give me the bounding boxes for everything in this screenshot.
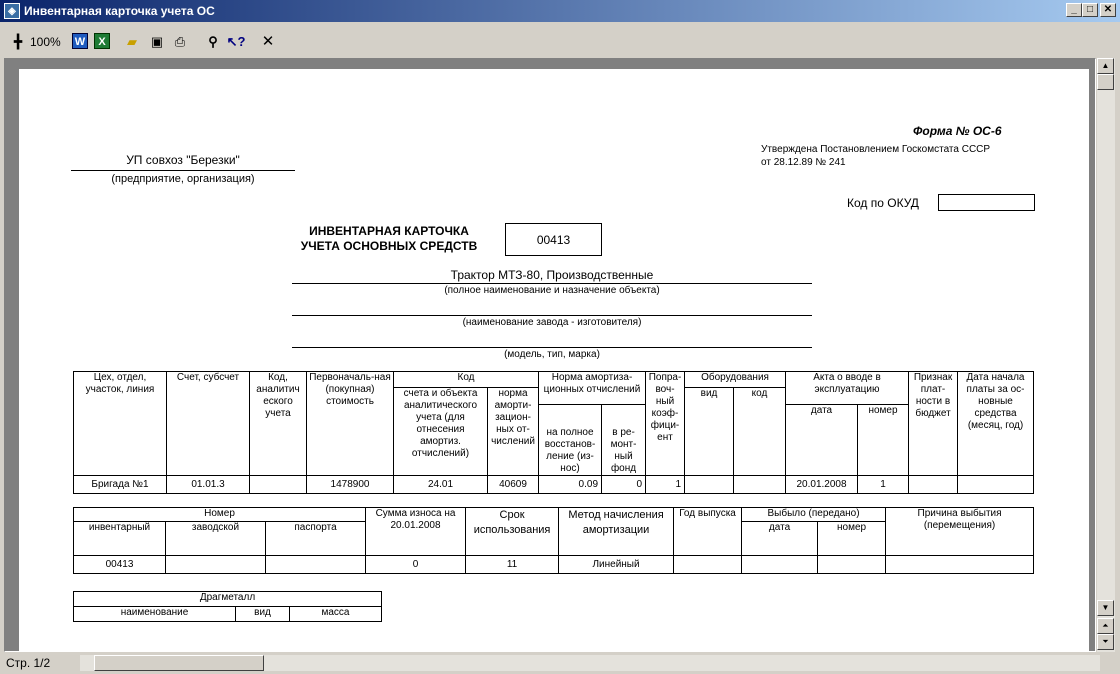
- open-folder-icon[interactable]: ▰: [127, 34, 137, 49]
- cell-budget: [909, 476, 958, 494]
- header-year: Год выпуска: [674, 508, 742, 556]
- scroll-thumb[interactable]: [1097, 74, 1114, 90]
- header-precious-metal: Драгметалл: [74, 592, 382, 607]
- card-title-line-2: УЧЕТА ОСНОВНЫХ СРЕДСТВ: [300, 239, 478, 253]
- cell-coef: 1: [646, 476, 685, 494]
- precious-metal-table: [73, 591, 382, 622]
- cell-act-date: 20.01.2008: [786, 476, 858, 494]
- header-analytic: Код, аналитич еского учета: [250, 372, 307, 476]
- maximize-button[interactable]: □: [1082, 3, 1098, 17]
- header-account: Счет, субсчет: [167, 372, 250, 476]
- okud-label: Код по ОКУД: [847, 196, 919, 210]
- cell-code-object: 24.01: [394, 476, 488, 494]
- card-number-box: [505, 223, 602, 256]
- header-norm-full: на полное восстанов-ление (из-нос): [539, 405, 602, 476]
- form-number: Форма № ОС-6: [913, 124, 1002, 138]
- plant-underline: [292, 315, 812, 316]
- scroll-down-button[interactable]: ▼: [1097, 600, 1114, 616]
- header-equip-kind: вид: [685, 388, 734, 476]
- cell-year: [674, 556, 742, 574]
- header-number: Номер: [74, 508, 366, 522]
- cell-code-norm: 40609: [488, 476, 539, 494]
- object-name: Трактор МТЗ-80, Производственные: [450, 268, 654, 282]
- status-bar: [0, 652, 1120, 674]
- cell-analytic: [250, 476, 307, 494]
- okud-box: [938, 194, 1035, 211]
- cell-method: Линейный: [559, 556, 674, 574]
- word-export-icon[interactable]: W: [72, 33, 88, 49]
- header-metal-mass: масса: [290, 607, 382, 622]
- page-down-button[interactable]: ⏷: [1097, 634, 1114, 650]
- vertical-scrollbar[interactable]: [1097, 58, 1115, 652]
- cell-initial-cost: 1478900: [307, 476, 394, 494]
- header-equipment: Оборудования: [685, 372, 786, 388]
- header-usage-term: Срок использования: [466, 508, 559, 556]
- horizontal-scrollbar[interactable]: [80, 655, 1100, 671]
- find-icon[interactable]: ⚲: [208, 34, 218, 49]
- header-budget: Признак плат-ности в бюджет: [909, 372, 958, 476]
- header-act: Акта о вводе в эксплуатацию: [786, 372, 909, 405]
- cell-account: 01.01.3: [167, 476, 250, 494]
- organization-underline: [71, 170, 295, 171]
- close-preview-icon[interactable]: ✕: [261, 33, 275, 50]
- cell-factory: [166, 556, 266, 574]
- header-initial-cost: Первоначаль-ная (покупная) стоимость: [307, 372, 394, 476]
- header-coef: Попра-воч-ный коэф-фици-ент: [646, 372, 685, 476]
- table-row: [74, 556, 1034, 574]
- header-metal-kind: вид: [236, 607, 290, 622]
- page-indicator: Стр. 1/2: [6, 656, 51, 670]
- scroll-up-button[interactable]: ▲: [1097, 58, 1114, 74]
- document-page: [19, 69, 1089, 652]
- cell-passport: [266, 556, 366, 574]
- header-code-norm: норма аморти-зацион-ных от-числений: [488, 388, 539, 476]
- object-name-underline: [292, 283, 812, 284]
- header-inventory: инвентарный: [74, 522, 166, 556]
- header-norm-repair: в ре-монт-ный фонд: [602, 405, 646, 476]
- header-norm: Норма амортиза-ционных отчислений: [539, 372, 646, 405]
- save-icon[interactable]: ▣: [150, 34, 164, 49]
- cell-disp-number: [818, 556, 886, 574]
- header-equip-code: код: [734, 388, 786, 476]
- header-code: Код: [394, 372, 539, 388]
- object-name-caption: (полное наименование и назначение объекта): [444, 285, 660, 296]
- organization-caption: (предприятие, организация): [111, 173, 255, 185]
- header-metal-name: наименование: [74, 607, 236, 622]
- close-button[interactable]: ✕: [1100, 3, 1116, 17]
- card-number: 00413: [536, 233, 571, 247]
- header-disposed: Выбыло (передано): [742, 508, 886, 522]
- inventory-table: [73, 507, 1034, 574]
- header-act-number: номер: [858, 405, 909, 476]
- cell-equip-code: [734, 476, 786, 494]
- help-icon[interactable]: ↖?: [226, 34, 246, 49]
- header-payment-date: Дата начала платы за ос-новные средства (месяц, год): [958, 372, 1034, 476]
- excel-export-icon[interactable]: X: [94, 33, 110, 49]
- cell-norm-repair: 0: [602, 476, 646, 494]
- toolbar: [0, 28, 1120, 56]
- header-reason: Причина выбытия (перемещения): [886, 508, 1034, 556]
- header-code-object: счета и объекта аналитического учета (для отнесения амортиз. отчислений): [394, 388, 488, 476]
- cell-equip-kind: [685, 476, 734, 494]
- print-icon[interactable]: ⎙: [174, 34, 186, 49]
- table-row: [74, 476, 1034, 494]
- minimize-button[interactable]: _: [1066, 3, 1082, 17]
- zoom-icon[interactable]: ╋: [14, 34, 22, 49]
- cell-inventory: 00413: [74, 556, 166, 574]
- header-wear-sum: Сумма износа на 20.01.2008: [366, 508, 466, 556]
- cell-usage-term: 11: [466, 556, 559, 574]
- approved-line-2: от 28.12.89 № 241: [761, 157, 846, 168]
- asset-table: [73, 371, 1034, 494]
- header-disp-date: дата: [742, 522, 818, 556]
- card-title-line-1: ИНВЕНТАРНАЯ КАРТОЧКА: [309, 224, 469, 238]
- title-bar: [0, 0, 1120, 22]
- cell-disp-date: [742, 556, 818, 574]
- header-disp-number: номер: [818, 522, 886, 556]
- horizontal-scroll-thumb[interactable]: [94, 655, 264, 671]
- header-factory: заводской: [166, 522, 266, 556]
- header-shop: Цех, отдел, участок, линия: [74, 372, 167, 476]
- header-passport: паспорта: [266, 522, 366, 556]
- zoom-level[interactable]: 100%: [30, 35, 61, 49]
- organization-name: УП совхоз "Березки": [126, 153, 240, 167]
- window-title: Инвентарная карточка учета ОС: [24, 4, 215, 18]
- cell-act-number: 1: [858, 476, 909, 494]
- model-caption: (модель, тип, марка): [504, 349, 600, 360]
- cell-payment-date: [958, 476, 1034, 494]
- document-viewport: [4, 58, 1096, 652]
- cell-reason: [886, 556, 1034, 574]
- cell-wear-sum: 0: [366, 556, 466, 574]
- plant-caption: (наименование завода - изготовителя): [462, 317, 642, 328]
- header-method: Метод начисления амортизации: [559, 508, 674, 556]
- header-act-date: дата: [786, 405, 858, 476]
- approved-line-1: Утверждена Постановлением Госкомстата СССР: [761, 144, 991, 155]
- page-up-button[interactable]: ⏶: [1097, 618, 1114, 634]
- app-icon: ◈: [4, 3, 20, 19]
- model-underline: [292, 347, 812, 348]
- cell-norm-full: 0.09: [539, 476, 602, 494]
- cell-shop: Бригада №1: [74, 476, 167, 494]
